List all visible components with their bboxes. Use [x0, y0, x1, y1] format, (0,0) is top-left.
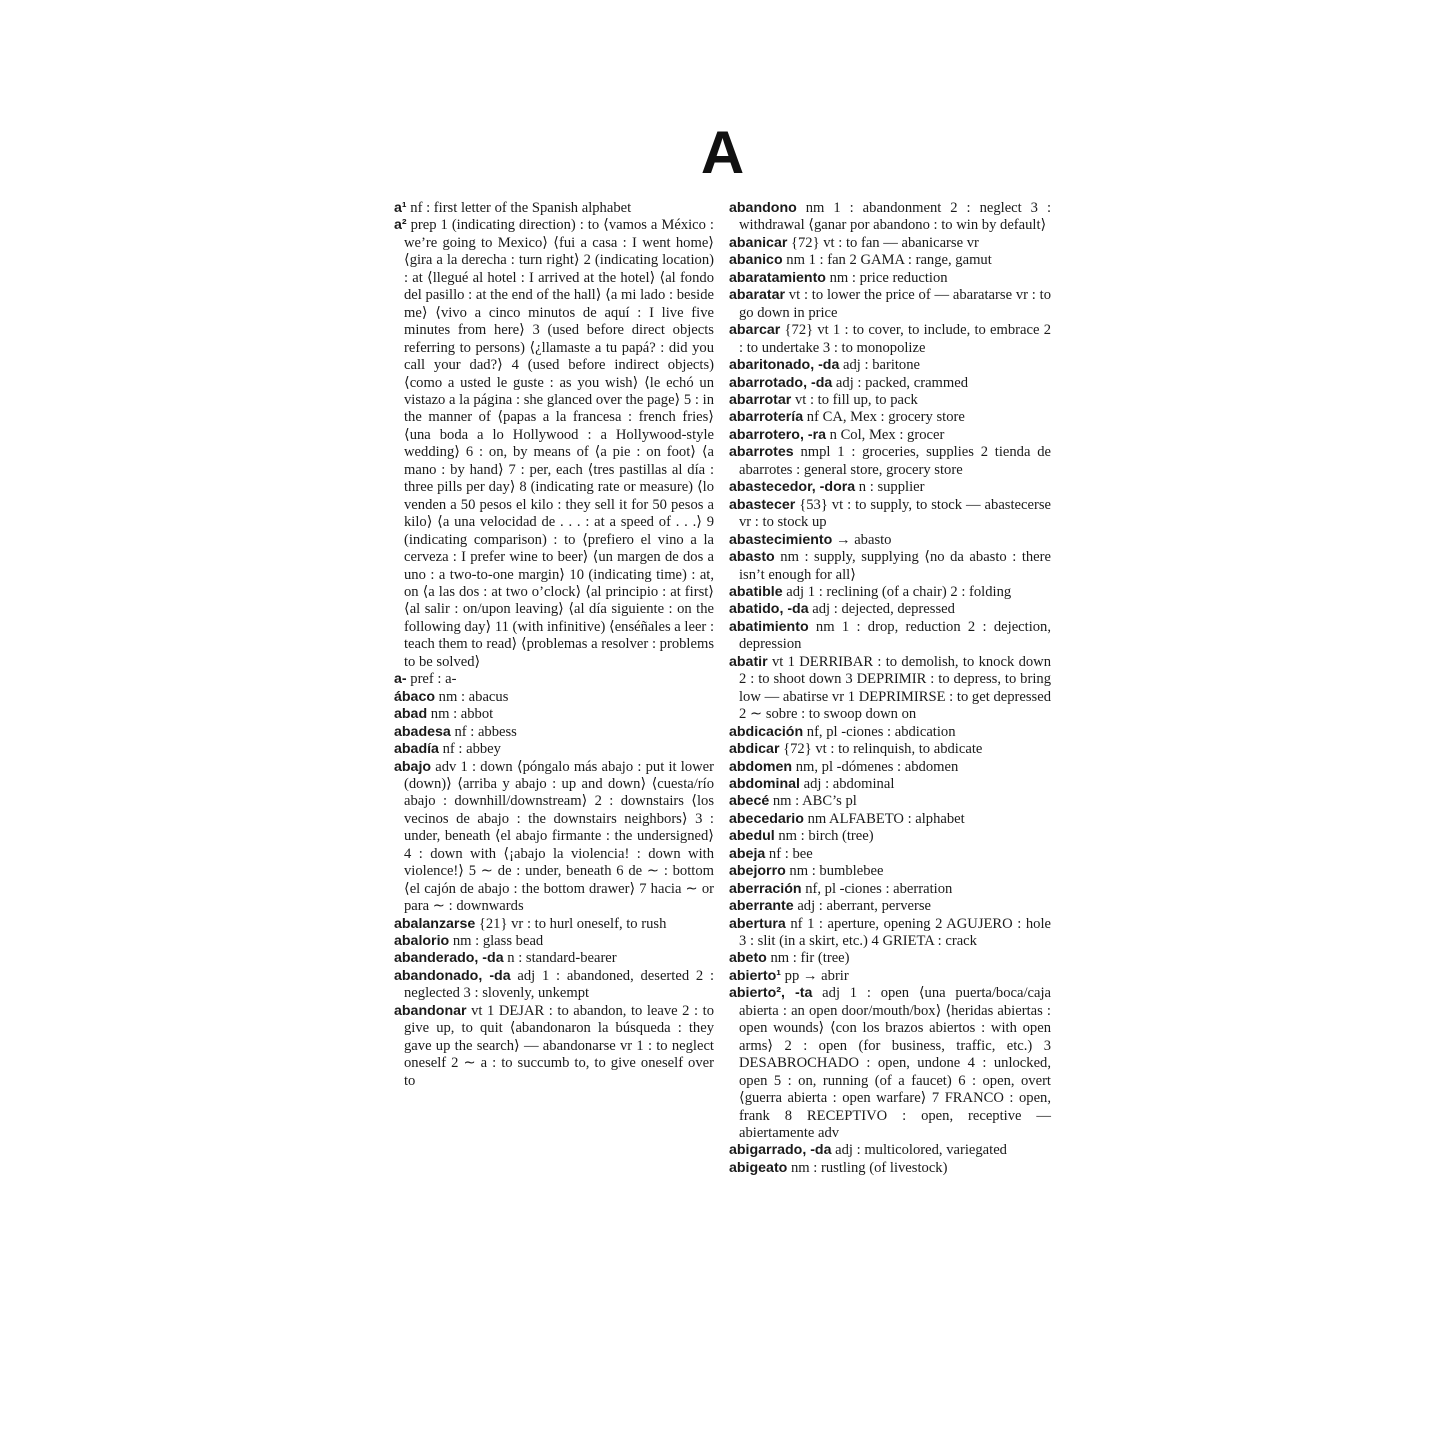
entry-headword: a² [394, 217, 407, 234]
entry-headword: abeja [729, 845, 766, 862]
dictionary-entry [729, 968, 1051, 985]
entry-definition: nm, pl -dómenes : abdomen [792, 758, 959, 775]
entry-definition: nm : bumblebee [785, 863, 884, 880]
entry-definition: nm 1 : fan 2 GAMA : range, gamut [782, 252, 992, 269]
entry-definition: nm : abbot [427, 706, 494, 723]
entry-headword: abarrotero, -ra [729, 426, 826, 443]
dictionary-entry [394, 916, 714, 933]
dictionary-entry [729, 601, 1051, 618]
dictionary-entry [729, 776, 1051, 793]
entry-headword: abatido, -da [729, 601, 809, 618]
dictionary-entry [394, 689, 714, 706]
dictionary-entry [394, 671, 714, 688]
entry-definition: nf : bee [765, 845, 813, 862]
dictionary-entry [729, 322, 1051, 357]
dictionary-column-right [729, 200, 1051, 1177]
entry-headword: abejorro [729, 863, 786, 880]
entry-headword: abarrotar [729, 391, 792, 408]
dictionary-entry [729, 1160, 1051, 1177]
entry-headword: abaratar [729, 287, 785, 304]
entry-definition: adj : packed, crammed [832, 374, 969, 391]
entry-headword: abdomen [729, 758, 793, 775]
dictionary-entry [729, 863, 1051, 880]
entry-headword: abalorio [394, 933, 450, 950]
dictionary-entry [394, 759, 714, 916]
entry-definition: vt : to lower the price of — abaratarse vr : to go down in price [739, 287, 1051, 321]
entry-headword: aberración [729, 880, 802, 897]
dictionary-entry [394, 968, 714, 1003]
entry-headword: abastecer [729, 496, 796, 513]
dictionary-entry [729, 654, 1051, 724]
entry-definition: adj 1 : abandoned, deserted 2 : neglected 3 : slovenly, unkempt [404, 967, 714, 1002]
dictionary-entry [394, 933, 714, 950]
entry-definition: vt 1 DEJAR : to abandon, to leave 2 : to give up, to quit ⟨abandonaron la búsqueda : they gave up the search⟩ — abandonarse vr 1 : to neglect oneself 2 ∼ a : to succumb to, to give oneself over to [404, 1002, 714, 1089]
entry-headword: abatible [729, 583, 783, 600]
entry-headword: abertura [729, 915, 786, 932]
dictionary-entry [394, 724, 714, 741]
entry-definition: nm : supply, supplying ⟨no da abasto : there isn’t enough for all⟩ [739, 549, 1051, 583]
entry-definition: adj : dejected, depressed [808, 601, 955, 618]
entry-headword: abigarrado, -da [729, 1142, 832, 1159]
entry-headword: abdicar [729, 741, 780, 758]
dictionary-entry [729, 828, 1051, 845]
entry-headword: abatir [729, 653, 768, 670]
dictionary-entry [729, 985, 1051, 1142]
dictionary-entry [729, 357, 1051, 374]
entry-definition: nm : rustling (of livestock) [787, 1159, 948, 1176]
dictionary-entry [729, 200, 1051, 235]
entry-headword: aberrante [729, 898, 794, 915]
entry-headword: abeto [729, 950, 767, 967]
entry-headword: abadesa [394, 723, 451, 740]
dictionary-entry [394, 217, 714, 671]
dictionary-entry [729, 270, 1051, 287]
dictionary-entry [729, 287, 1051, 322]
dictionary-entry [394, 1003, 714, 1090]
dictionary-entry [729, 846, 1051, 863]
dictionary-entry [729, 409, 1051, 426]
entry-definition: {72} vt 1 : to cover, to include, to embrace 2 : to undertake 3 : to monopolize [739, 322, 1051, 356]
entry-headword: abierto², -ta [729, 985, 813, 1002]
dictionary-entry [394, 706, 714, 723]
entry-definition: nf, pl -ciones : abdication [803, 723, 956, 740]
entry-definition: n : standard-bearer [503, 950, 617, 967]
dictionary-entry [394, 950, 714, 967]
entry-definition: nm : abacus [435, 688, 509, 705]
dictionary-entry [729, 916, 1051, 951]
entry-headword: abajo [394, 758, 432, 775]
entry-headword: abad [394, 706, 428, 723]
entry-definition: adj : baritone [839, 357, 921, 374]
dictionary-entry [729, 881, 1051, 898]
entry-definition: → abasto [832, 531, 892, 548]
entry-headword: a- [394, 671, 407, 688]
entry-headword: abastecedor, -dora [729, 479, 856, 496]
entry-definition: nm 1 : drop, reduction 2 : dejection, depression [739, 618, 1051, 653]
entry-headword: abarrotes [729, 444, 794, 461]
entry-headword: abanico [729, 252, 783, 269]
entry-definition: adj : aberrant, perverse [793, 898, 932, 915]
entry-definition: prep 1 (indicating direction) : to ⟨vamos a México : we’re going to Mexico⟩ ⟨fui a casa : I went home⟩ ⟨gira a la derecha : turn right⟩ 2 (indicating location) : at ⟨llegué al hotel : I arrived at the hotel⟩ ⟨al fondo del pasillo : at the end of the hall⟩ ⟨a mi lado : beside me⟩ ⟨vivo a cinco minutos de aquí : I live five minutes from here⟩ 3 (used before direct objects referring to persons) ⟨¿llamaste a tu papá? : did you call your dad?⟩ 4 (used before indirect objects) ⟨como a usted le guste : as you wish⟩ ⟨le echó un vistazo a la página : she glanced over the page⟩ 5 : in the manner of ⟨papas a la francesa : french fries⟩ ⟨una boda a lo Hollywood : a Hollywood-style wedding⟩ 6 : on, by means of ⟨a pie : on foot⟩ ⟨a mano : by hand⟩ 7 : per, each ⟨tres pastillas al día : three pills per day⟩ 8 (indicating rate or measure) ⟨lo venden a 50 pesos el kilo : they sell it for 50 pesos a kilo⟩ ⟨a una velocidad de . . . : at a speed of . . .⟩ 9 (indicating comparison) : to ⟨prefiero el vino a la cerveza : I prefer wine to beer⟩ ⟨un margen de dos a uno : a two-to-one margin⟩ 10 (indicating time) : at, on ⟨a las dos : at two o’clock⟩ ⟨al principio : at first⟩ ⟨al salir : on/upon leaving⟩ ⟨al día siguiente : on the following day⟩ 11 (with infinitive) ⟨enséñales a leer : teach them to read⟩ ⟨problemas a resolver : problems to be solved⟩ [404, 217, 714, 670]
entry-definition: n Col, Mex : grocer [825, 426, 945, 443]
dictionary-entry [729, 1142, 1051, 1159]
entry-headword: abarrotado, -da [729, 374, 833, 391]
entry-definition: pp → abrir [781, 967, 849, 984]
dictionary-column-left [394, 200, 714, 1090]
entry-definition: {21} vr : to hurl oneself, to rush [475, 915, 667, 932]
dictionary-entry [394, 741, 714, 758]
entry-headword: abalanzarse [394, 915, 476, 932]
entry-definition: adj 1 : reclining (of a chair) 2 : folding [782, 583, 1012, 600]
entry-definition: adj 1 : open ⟨una puerta/boca/caja abierta : an open door/mouth/box⟩ ⟨heridas abiertas : open wounds⟩ ⟨con los brazos abiertos : with open arms⟩ 2 : open (for business, traffic, etc.) 3 DESABROCHADO : open, undone 4 : unlocked, open 5 : on, running (of a faucet) 6 : open, overt ⟨guerra abierta : open warfare⟩ 7 FRANCO : open, frank 8 RECEPTIVO : open, receptive — abiertamente adv [739, 985, 1052, 1142]
entry-definition: adv 1 : down ⟨póngalo más abajo : put it lower (down)⟩ ⟨arriba y abajo : up and down⟩ ⟨cuesta/río abajo : downhill/downstream⟩ 2 : downstairs ⟨los vecinos de abajo : the downstairs neighbors⟩ 3 : under, beneath ⟨el abajo firmante : the undersigned⟩ 4 : down with ⟨¡abajo la violencia! : down with violence!⟩ 5 ∼ de : under, beneath 6 de ∼ : bottom ⟨el cajón de abajo : the bottom drawer⟩ 7 hacia ∼ or para ∼ : downwards [404, 758, 714, 915]
entry-headword: a¹ [394, 200, 407, 216]
entry-definition: adj : abdominal [799, 775, 895, 792]
entry-headword: abandono [729, 200, 797, 216]
entry-definition: nf, pl -ciones : aberration [801, 880, 953, 897]
dictionary-entry [729, 444, 1051, 479]
dictionary-entry [729, 427, 1051, 444]
entry-headword: abanicar [729, 234, 788, 251]
dictionary-entry [729, 252, 1051, 269]
dictionary-entry [729, 759, 1051, 776]
entry-headword: abdominal [729, 775, 800, 792]
entry-headword: abandonar [394, 1002, 467, 1019]
dictionary-entry [729, 532, 1051, 549]
entry-definition: nf : abbess [450, 723, 517, 740]
dictionary-entry [729, 793, 1051, 810]
entry-definition: nm : glass bead [449, 933, 544, 950]
entry-definition: n : supplier [855, 479, 925, 496]
entry-headword: abaratamiento [729, 269, 826, 286]
dictionary-entry [729, 619, 1051, 654]
entry-headword: abastecimiento [729, 531, 833, 548]
entry-headword: abdicación [729, 723, 804, 740]
entry-headword: abarrotería [729, 409, 804, 426]
dictionary-entry [729, 549, 1051, 584]
dictionary-entry [729, 898, 1051, 915]
dictionary-entry [729, 497, 1051, 532]
entry-headword: abaritonado, -da [729, 357, 840, 374]
entry-headword: abecedario [729, 810, 804, 827]
entry-definition: nf : first letter of the Spanish alphabet [406, 200, 632, 216]
entry-definition: nm 1 : abandonment 2 : neglect 3 : withdrawal ⟨ganar por abandono : to win by default⟩ [739, 200, 1051, 234]
dictionary-entry [729, 392, 1051, 409]
entry-definition: {72} vt : to fan — abanicarse vr [787, 234, 979, 251]
entry-definition: nf CA, Mex : grocery store [803, 409, 965, 426]
dictionary-entry [394, 200, 714, 217]
entry-headword: abanderado, -da [394, 950, 504, 967]
entry-definition: vt : to fill up, to pack [791, 391, 918, 408]
entry-headword: abatimiento [729, 618, 809, 635]
entry-definition: {53} vt : to supply, to stock — abastecerse vr : to stock up [739, 496, 1051, 531]
dictionary-entry [729, 479, 1051, 496]
entry-headword: abecé [729, 793, 770, 810]
entry-definition: nm : price reduction [825, 269, 948, 286]
entry-headword: abadía [394, 741, 439, 758]
entry-definition: nm : ABC’s pl [769, 793, 857, 810]
entry-definition: nf 1 : aperture, opening 2 AGUJERO : hole 3 : slit (in a skirt, etc.) 4 GRIETA : crack [739, 915, 1051, 950]
dictionary-entry [729, 235, 1051, 252]
dictionary-entry [729, 724, 1051, 741]
entry-definition: vt 1 DERRIBAR : to demolish, to knock down 2 : to shoot down 3 DEPRIMIR : to depress, to bring low — abatirse vr 1 DEPRIMIRSE : to get depressed 2 ∼ sobre : to swoop down on [739, 653, 1051, 723]
dictionary-entry [729, 811, 1051, 828]
letter-heading: A [700, 119, 745, 186]
entry-definition: pref : a- [406, 671, 457, 688]
entry-headword: ábaco [394, 688, 436, 705]
entry-headword: abigeato [729, 1159, 788, 1176]
entry-definition: nf : abbey [438, 741, 501, 758]
dictionary-entry [729, 584, 1051, 601]
entry-headword: abarcar [729, 322, 781, 339]
dictionary-entry [729, 950, 1051, 967]
entry-headword: abandonado, -da [394, 967, 511, 984]
entry-headword: abedul [729, 828, 775, 845]
dictionary-entry [729, 741, 1051, 758]
entry-definition: {72} vt : to relinquish, to abdicate [779, 741, 983, 758]
entry-definition: nmpl 1 : groceries, supplies 2 tienda de abarrotes : general store, grocery store [739, 444, 1051, 478]
entry-headword: abasto [729, 549, 775, 566]
dictionary-entry [729, 375, 1051, 392]
entry-definition: nm : fir (tree) [766, 950, 850, 967]
entry-definition: adj : multicolored, variegated [831, 1142, 1007, 1159]
entry-definition: nm ALFABETO : alphabet [803, 810, 965, 827]
entry-headword: abierto¹ [729, 967, 782, 984]
entry-definition: nm : birch (tree) [774, 828, 874, 845]
